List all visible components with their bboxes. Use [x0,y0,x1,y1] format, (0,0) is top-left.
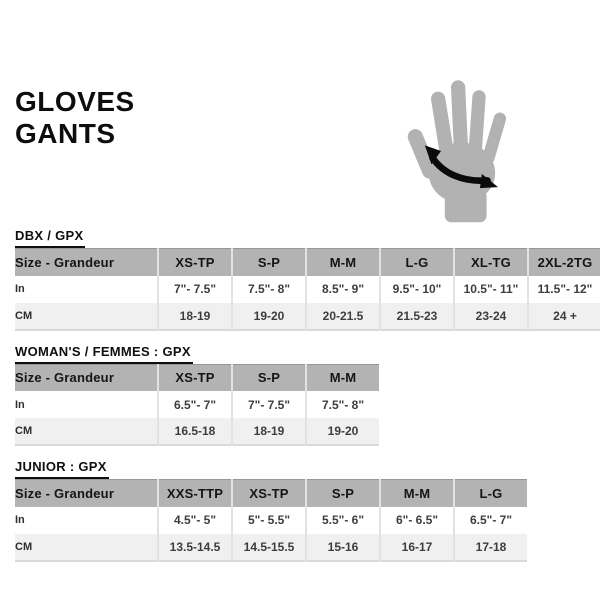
section-title: DBX / GPX [15,229,85,248]
size-value-cell: 6"- 6.5" [380,507,454,534]
size-column-header: XL-TG [454,249,528,276]
row-unit-label: CM [15,425,33,437]
size-value-cell: 6.5"- 7" [454,507,527,534]
section-title: JUNIOR : GPX [15,460,109,479]
size-column-header: XXS-TTP [158,480,232,507]
size-value-cell: 21.5-23 [380,303,454,330]
size-label-header: Size - Grandeur [15,254,115,270]
size-tables [15,227,593,574]
size-table-section [15,227,593,331]
hand-icon [400,76,520,228]
size-label-header: Size - Grandeur [15,485,115,501]
size-value-cell: 17-18 [454,534,527,561]
size-column-header: L-G [454,480,527,507]
size-value-cell: 24 + [528,303,600,330]
size-value-cell: 5"- 5.5" [232,507,306,534]
row-unit-label: CM [15,309,33,322]
table-row-cm [15,418,379,445]
size-value-cell: 18-19 [232,418,306,445]
table-row-cm [15,534,527,561]
size-value-cell: 19-20 [306,418,379,445]
hand-measure-illustration [400,76,520,228]
size-column-header: XS-TP [158,364,232,391]
size-column-header: L-G [380,249,454,276]
size-column-header: 2XL-2TG [528,249,600,276]
page-title [15,86,135,150]
size-value-cell: 8.5"- 9" [306,276,380,303]
size-table [15,479,527,562]
size-column-header: XS-TP [232,480,306,507]
size-column-header: M-M [306,364,379,391]
size-value-cell: 7"- 7.5" [158,276,232,303]
size-value-cell: 18-19 [158,303,232,330]
size-value-cell: 14.5-15.5 [232,534,306,561]
size-column-header: S-P [306,480,380,507]
page-title-fr: GANTS [15,118,116,149]
size-value-cell: 20-21.5 [306,303,380,330]
size-value-cell: 10.5"- 11" [454,276,528,303]
size-column-header: S-P [232,364,306,391]
size-value-cell: 4.5"- 5" [158,507,232,534]
size-table-section [15,458,593,562]
row-unit-label: In [15,514,25,526]
size-value-cell: 16.5-18 [158,418,232,445]
size-value-cell: 6.5"- 7" [158,391,232,418]
size-value-cell: 9.5"- 10" [380,276,454,303]
section-title: WOMAN'S / FEMMES : GPX [15,345,193,364]
size-label-header: Size - Grandeur [15,370,115,386]
table-row-cm [15,303,600,330]
size-table [15,248,600,331]
header-row [15,364,379,391]
size-value-cell: 16-17 [380,534,454,561]
table-row-in [15,507,527,534]
row-unit-label: In [15,283,25,295]
row-unit-label: In [15,398,25,411]
table-row-in [15,391,379,418]
size-value-cell: 11.5"- 12" [528,276,600,303]
size-column-header: M-M [380,480,454,507]
size-column-header: XS-TP [158,249,232,276]
size-value-cell: 7.5"- 8" [306,391,379,418]
size-value-cell: 7.5"- 8" [232,276,306,303]
size-value-cell: 23-24 [454,303,528,330]
size-column-header: M-M [306,249,380,276]
size-value-cell: 13.5-14.5 [158,534,232,561]
size-value-cell: 5.5"- 6" [306,507,380,534]
header-row [15,480,527,507]
page-title-en: GLOVES [15,86,135,117]
size-column-header: S-P [232,249,306,276]
size-table-section [15,343,593,447]
size-value-cell: 7"- 7.5" [232,391,306,418]
size-table [15,364,379,447]
size-value-cell: 19-20 [232,303,306,330]
header-row [15,249,600,276]
size-value-cell: 15-16 [306,534,380,561]
table-row-in [15,276,600,303]
row-unit-label: CM [15,540,33,553]
